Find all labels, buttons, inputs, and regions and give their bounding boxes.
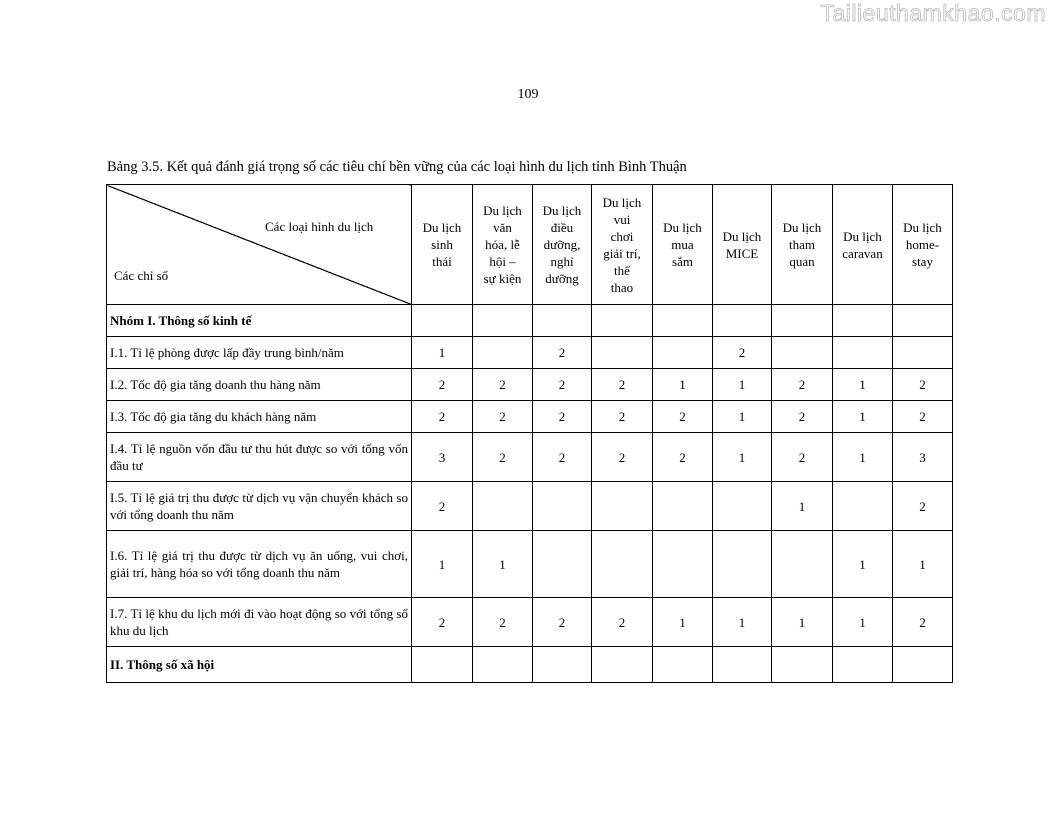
value-cell: 1 xyxy=(412,337,473,369)
group-row xyxy=(107,647,953,683)
value-cell xyxy=(412,647,473,683)
row-label: I.4. Tỉ lệ nguồn vốn đầu tư thu hút được so với tổng vốn đầu tư xyxy=(107,433,412,482)
value-cell: 2 xyxy=(533,433,592,482)
value-cell: 1 xyxy=(833,369,893,401)
column-header: Du lịch mua sắm xyxy=(653,185,713,305)
value-cell xyxy=(713,305,772,337)
value-cell xyxy=(653,531,713,598)
value-cell: 2 xyxy=(772,433,833,482)
value-cell xyxy=(473,337,533,369)
corner-header-cell xyxy=(107,185,412,305)
column-header: Du lịch tham quan xyxy=(772,185,833,305)
value-cell xyxy=(893,305,953,337)
value-cell: 2 xyxy=(533,369,592,401)
value-cell: 2 xyxy=(533,401,592,433)
value-cell xyxy=(533,305,592,337)
value-cell: 1 xyxy=(833,598,893,647)
value-cell: 1 xyxy=(833,433,893,482)
value-cell: 1 xyxy=(713,401,772,433)
value-cell: 1 xyxy=(653,369,713,401)
column-header: Du lịch vui chơi giải trí, thể thao xyxy=(592,185,653,305)
value-cell: 1 xyxy=(713,433,772,482)
value-cell xyxy=(412,305,473,337)
value-cell: 2 xyxy=(592,401,653,433)
value-cell: 2 xyxy=(592,433,653,482)
value-cell: 1 xyxy=(412,531,473,598)
value-cell xyxy=(772,305,833,337)
value-cell: 2 xyxy=(893,401,953,433)
value-cell: 2 xyxy=(473,598,533,647)
value-cell: 2 xyxy=(412,482,473,531)
value-cell: 1 xyxy=(653,598,713,647)
value-cell xyxy=(473,647,533,683)
value-cell xyxy=(533,531,592,598)
value-cell xyxy=(772,337,833,369)
page-number: 109 xyxy=(517,87,539,102)
value-cell xyxy=(833,482,893,531)
value-cell xyxy=(592,647,653,683)
value-cell: 2 xyxy=(592,369,653,401)
value-cell xyxy=(592,531,653,598)
value-cell: 2 xyxy=(592,598,653,647)
value-cell xyxy=(653,647,713,683)
value-cell: 2 xyxy=(713,337,772,369)
value-cell: 2 xyxy=(893,482,953,531)
value-cell: 2 xyxy=(412,369,473,401)
value-cell: 2 xyxy=(653,401,713,433)
value-cell xyxy=(533,647,592,683)
value-cell xyxy=(592,482,653,531)
row-label: I.6. Tỉ lệ giá trị thu được từ dịch vụ ăn uống, vui chơi, giải trí, hàng hóa so với tổng doanh thu năm xyxy=(107,531,412,598)
value-cell: 1 xyxy=(772,482,833,531)
value-cell: 1 xyxy=(772,598,833,647)
table-row xyxy=(107,369,953,401)
column-header: Du lịch sinh thái xyxy=(412,185,473,305)
column-header: Du lịch điều dưỡng, nghỉ dưỡng xyxy=(533,185,592,305)
value-cell xyxy=(653,305,713,337)
value-cell: 1 xyxy=(833,531,893,598)
table-row xyxy=(107,598,953,647)
value-cell xyxy=(713,482,772,531)
value-cell: 2 xyxy=(412,598,473,647)
row-label: I.1. Tỉ lệ phòng được lấp đầy trung bình/năm xyxy=(107,337,412,369)
row-label: I.5. Tỉ lệ giá trị thu được từ dịch vụ vận chuyển khách so với tổng doanh thu năm xyxy=(107,482,412,531)
value-cell xyxy=(592,337,653,369)
value-cell: 2 xyxy=(653,433,713,482)
table-row xyxy=(107,482,953,531)
value-cell: 2 xyxy=(772,369,833,401)
value-cell: 1 xyxy=(833,401,893,433)
value-cell: 2 xyxy=(893,369,953,401)
group-row xyxy=(107,305,953,337)
value-cell xyxy=(713,531,772,598)
header-row xyxy=(107,185,953,305)
table-row xyxy=(107,337,953,369)
value-cell xyxy=(533,482,592,531)
value-cell: 1 xyxy=(713,598,772,647)
value-cell: 2 xyxy=(772,401,833,433)
row-label: I.3. Tốc độ gia tăng du khách hàng năm xyxy=(107,401,412,433)
value-cell xyxy=(772,531,833,598)
value-cell: 2 xyxy=(473,433,533,482)
value-cell: 3 xyxy=(893,433,953,482)
column-header: Du lịch MICE xyxy=(713,185,772,305)
value-cell: 2 xyxy=(412,401,473,433)
table-caption: Bảng 3.5. Kết quả đánh giá trọng số các tiêu chí bền vững của các loại hình du lịch tỉnh Bình Thuận xyxy=(107,159,687,175)
value-cell xyxy=(473,305,533,337)
value-cell: 2 xyxy=(473,369,533,401)
value-cell xyxy=(473,482,533,531)
table-row xyxy=(107,531,953,598)
row-label: II. Thông số xã hội xyxy=(107,647,412,683)
value-cell xyxy=(653,337,713,369)
value-cell: 2 xyxy=(473,401,533,433)
value-cell: 1 xyxy=(473,531,533,598)
column-header: Du lịch home- stay xyxy=(893,185,953,305)
table-row xyxy=(107,433,953,482)
value-cell xyxy=(653,482,713,531)
table-row xyxy=(107,401,953,433)
value-cell xyxy=(833,337,893,369)
value-cell xyxy=(713,647,772,683)
value-cell xyxy=(893,647,953,683)
value-cell xyxy=(893,337,953,369)
value-cell xyxy=(772,647,833,683)
corner-bottom-label: Các chỉ số xyxy=(114,268,169,283)
value-cell: 1 xyxy=(713,369,772,401)
value-cell xyxy=(592,305,653,337)
value-cell xyxy=(833,305,893,337)
watermark: Tailieuthamkhao.com xyxy=(820,0,1046,26)
criteria-weight-table xyxy=(106,184,953,683)
row-label: Nhóm I. Thông số kinh tế xyxy=(107,305,412,337)
column-header: Du lịch văn hóa, lễ hội – sự kiện xyxy=(473,185,533,305)
value-cell: 2 xyxy=(533,337,592,369)
column-header: Du lịch caravan xyxy=(833,185,893,305)
value-cell: 2 xyxy=(533,598,592,647)
value-cell: 1 xyxy=(893,531,953,598)
value-cell xyxy=(833,647,893,683)
value-cell: 2 xyxy=(893,598,953,647)
row-label: I.2. Tốc độ gia tăng doanh thu hàng năm xyxy=(107,369,412,401)
value-cell: 3 xyxy=(412,433,473,482)
corner-top-label: Các loại hình du lịch xyxy=(265,219,374,234)
row-label: I.7. Tỉ lệ khu du lịch mới đi vào hoạt động so với tổng số khu du lịch xyxy=(107,598,412,647)
